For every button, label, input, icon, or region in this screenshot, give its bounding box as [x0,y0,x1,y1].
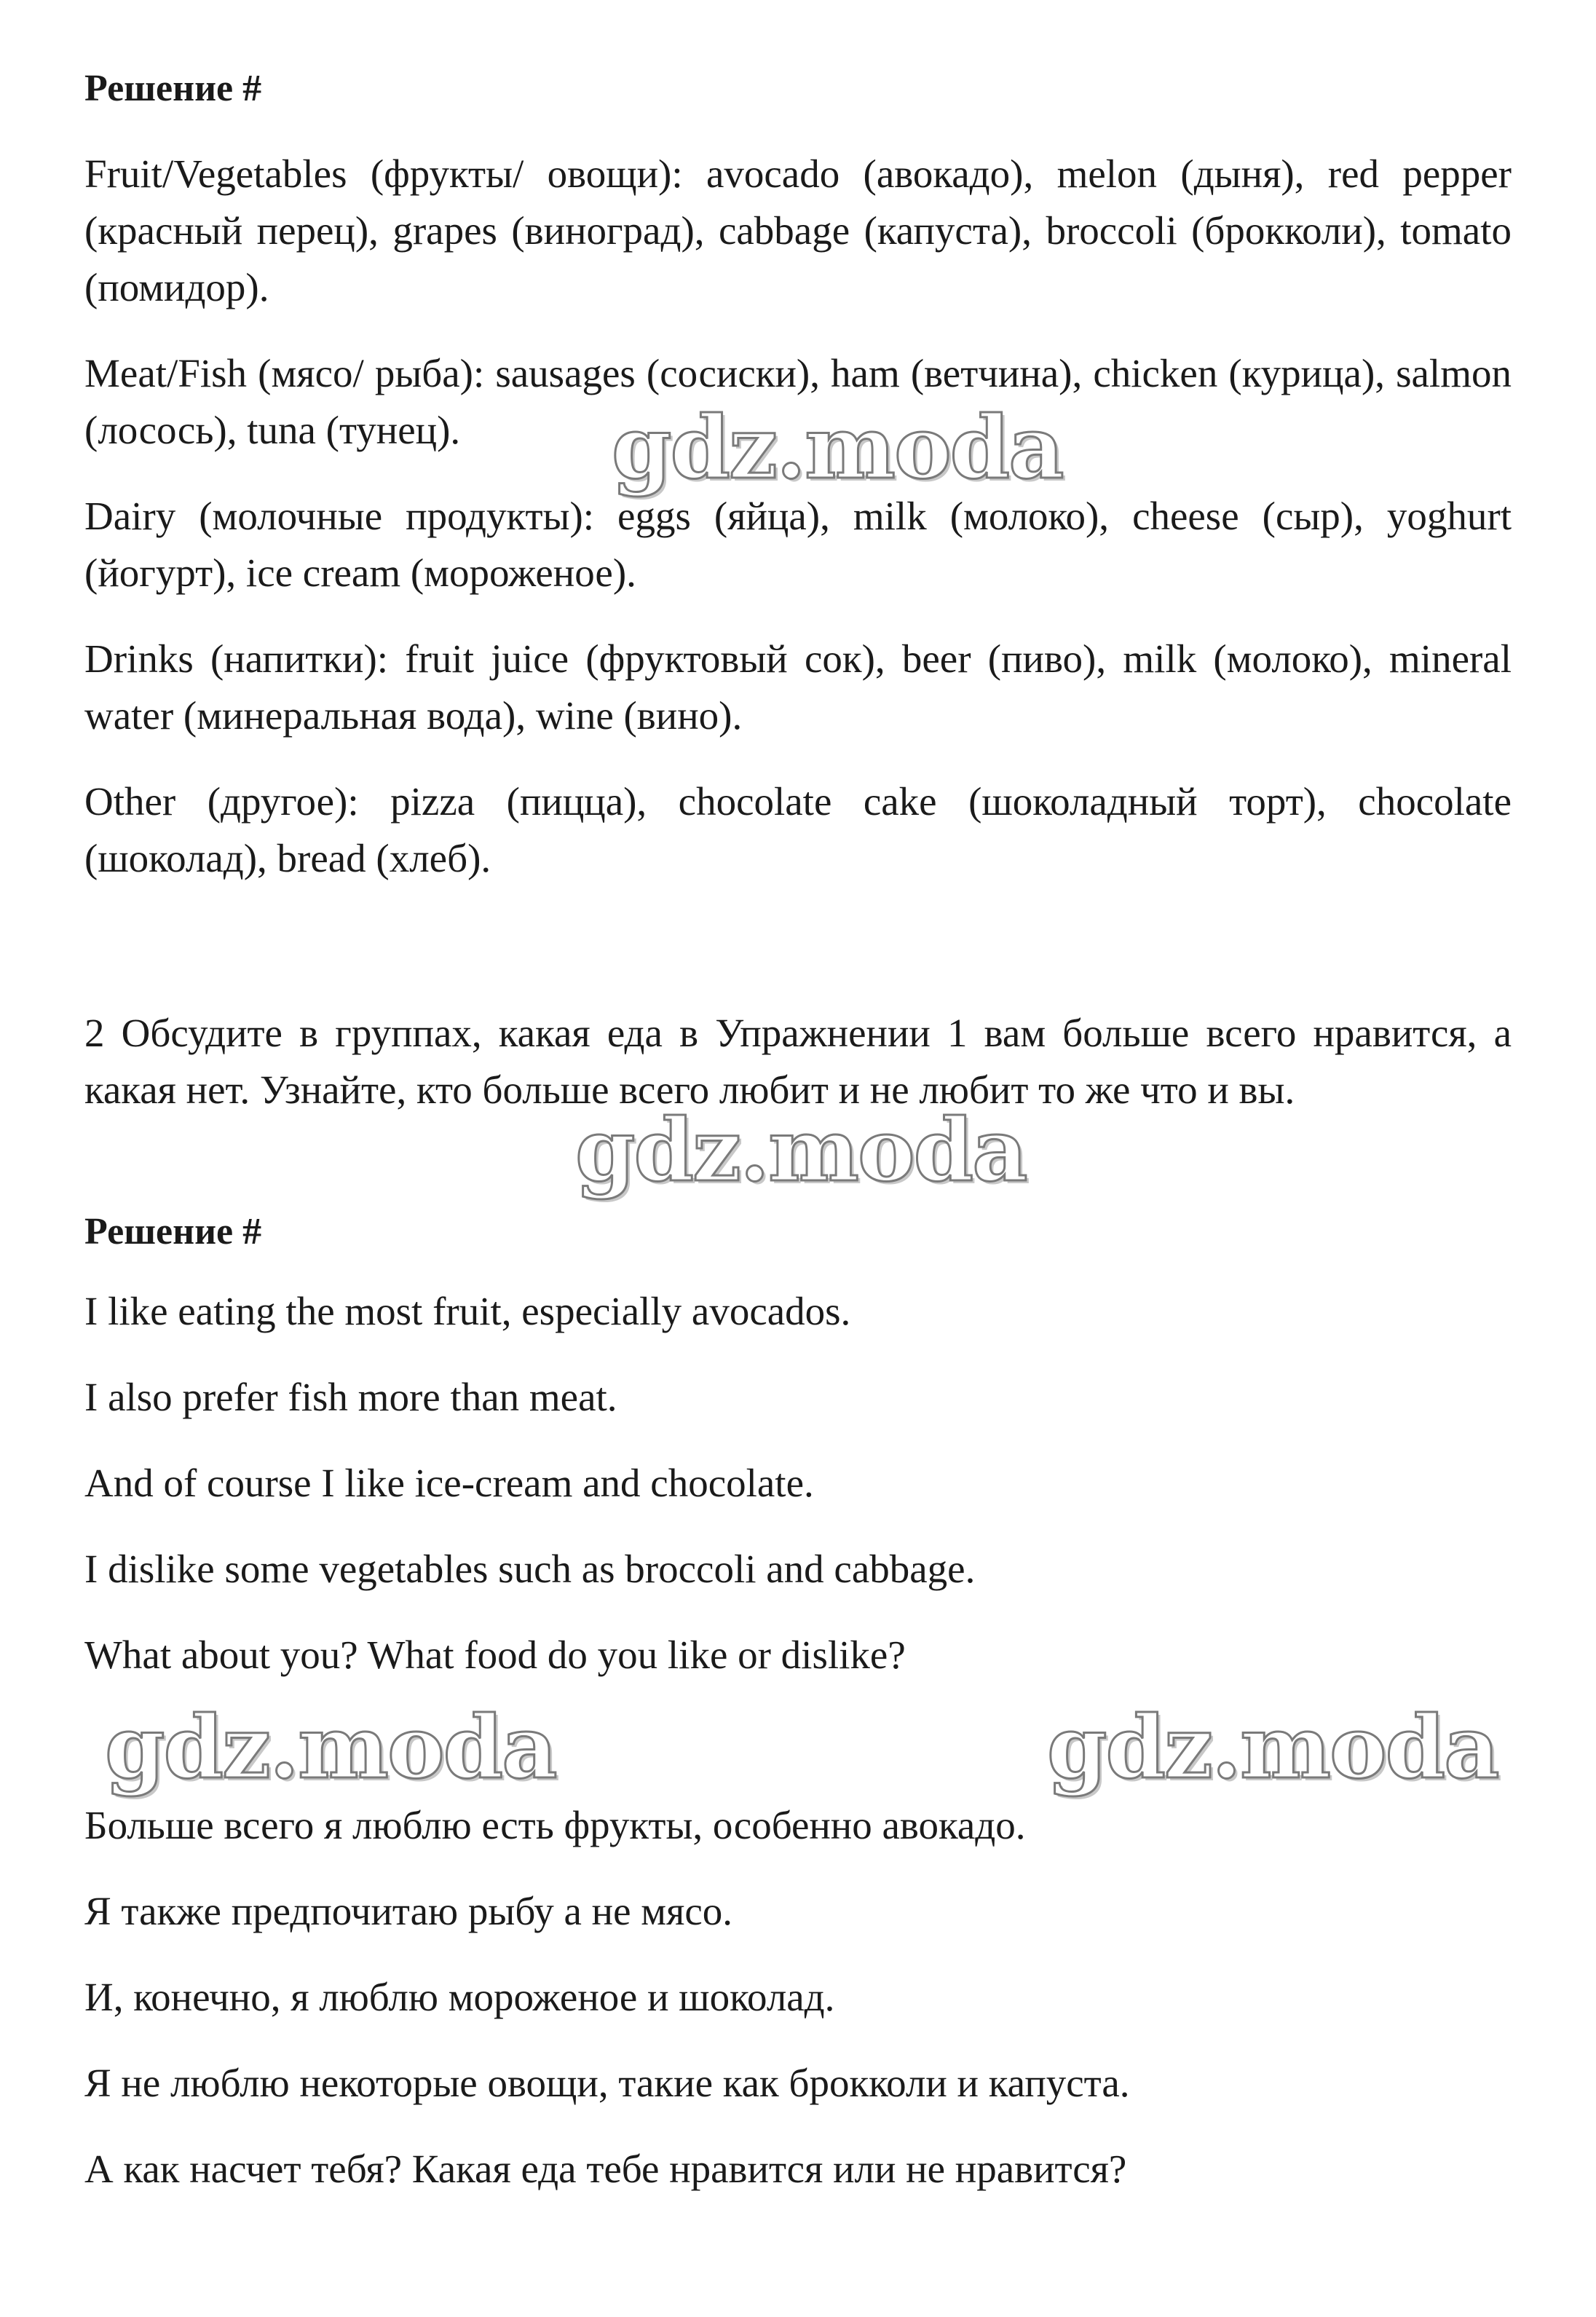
solution-heading-1: Решение # [84,68,262,109]
russian-line-3: И, конечно, я люблю мороженое и шоколад. [84,1975,835,2019]
paragraph-fruit-vegetables: Fruit/Vegetables (фрукты/ овощи): avocado (авокадо), melon (дыня), red pepper (красный перец), grapes (виноград), cabbage (капуста), broccoli (брокколи), tomato (помидор). [84,151,1512,309]
watermark-logo: gdz.moda [105,1697,556,1798]
russian-line-4: Я не люблю некоторые овощи, такие как брокколи и капуста. [84,2061,1130,2105]
paragraph-dairy: Dairy (молочные продукты): eggs (яйца), milk (молоко), cheese (сыр), yoghurt (йогурт), ice cream (мороженое). [84,494,1512,595]
watermark-logo: gdz.moda [575,1100,1027,1201]
paragraph-meat-fish: Meat/Fish (мясо/ рыба): sausages (сосиски), ham (ветчина), chicken (курица), salmon (лосось), tuna (тунец). [84,351,1512,452]
english-line-5: What about you? What food do you like or dislike? [84,1633,906,1677]
watermark-logo: gdz.moda [1047,1697,1498,1798]
paragraph-drinks: Drinks (напитки): fruit juice (фруктовый сок), beer (пиво), milk (молоко), mineral water (минеральная вода), wine (вино). [84,636,1512,738]
english-line-4: I dislike some vegetables such as broccoli and cabbage. [84,1547,976,1591]
english-line-3: And of course I like ice-cream and chocolate. [84,1461,814,1505]
paragraph-other: Other (другое): pizza (пицца), chocolate cake (шоколадный торт), chocolate (шоколад), bread (хлеб). [84,779,1512,880]
russian-line-2: Я также предпочитаю рыбу а не мясо. [84,1889,732,1933]
watermark-logo: gdz.moda [612,397,1063,498]
solution-heading-2: Решение # [84,1211,262,1252]
russian-line-1: Больше всего я люблю есть фрукты, особенно авокадо. [84,1803,1026,1847]
english-line-1: I like eating the most fruit, especially avocados. [84,1289,851,1333]
task-2-text: 2 Обсудите в группах, какая еда в Упражнении 1 вам больше всего нравится, а какая нет. Узнайте, кто больше всего любит и не любит то же что и вы. [84,1011,1512,1112]
russian-line-5: А как насчет тебя? Какая еда тебе нравится или не нравится? [84,2147,1127,2191]
english-line-2: I also prefer fish more than meat. [84,1375,617,1419]
